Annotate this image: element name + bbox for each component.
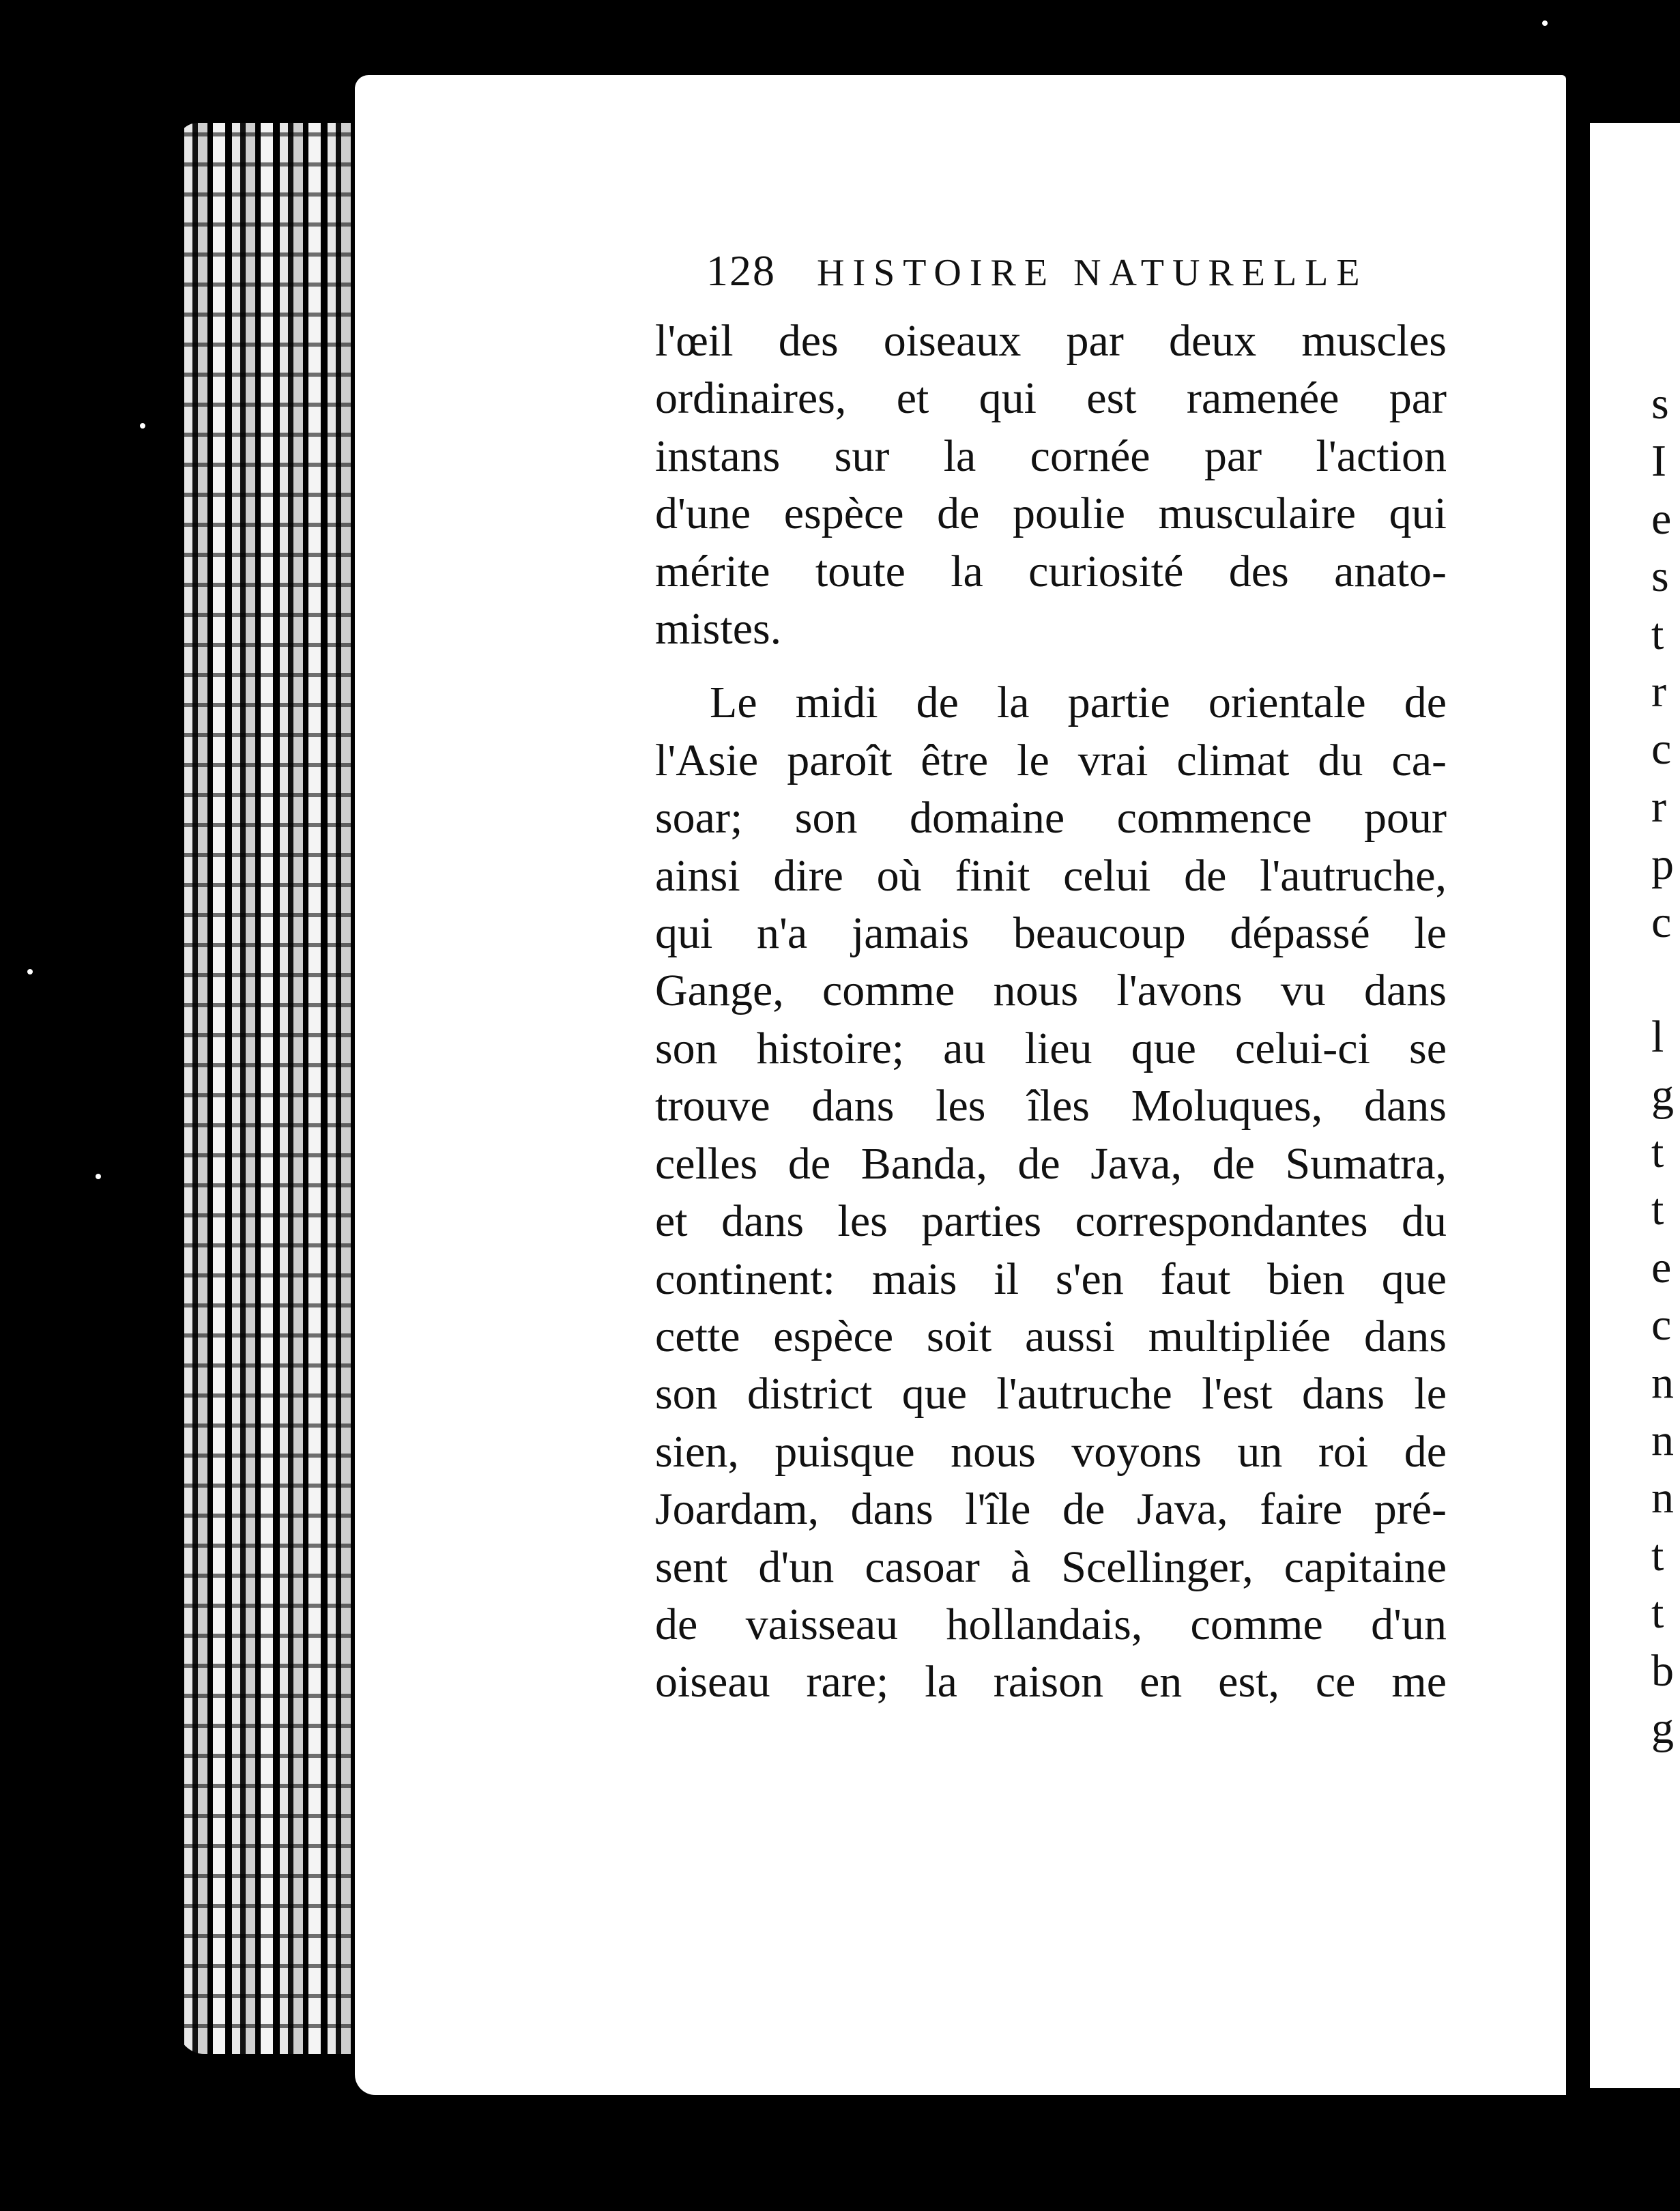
text-line: Gange, comme nous l'avons vu dans	[655, 966, 1447, 1016]
text-line: et dans les parties correspondantes du	[655, 1196, 1447, 1247]
facing-letter: c	[1651, 897, 1672, 947]
facing-letter: n	[1651, 1415, 1674, 1466]
text-line: qui n'a jamais beaucoup dépassé le	[655, 908, 1447, 959]
facing-letter: t	[1651, 1530, 1664, 1580]
facing-letter: e	[1651, 1242, 1672, 1292]
facing-letter	[1651, 951, 1679, 1009]
facing-letter: s	[1651, 551, 1669, 602]
text-line: sent d'un casoar à Scellinger, capitaine	[655, 1542, 1447, 1592]
page-header	[706, 246, 1409, 307]
text-line: soar; son domaine commence pour	[655, 793, 1447, 843]
facing-letter: t	[1651, 609, 1664, 659]
text-line: d'une espèce de poulie musculaire qui	[655, 489, 1447, 539]
paragraph-1	[655, 313, 1447, 658]
page-number: 128	[706, 246, 776, 295]
text-line: mérite toute la curiosité des anato-	[655, 546, 1447, 596]
text-line: ainsi dire où finit celui de l'autruche,	[655, 850, 1447, 901]
text-line: mistes.	[655, 604, 782, 654]
text-line: de vaisseau hollandais, comme d'un	[655, 1599, 1447, 1649]
facing-letter: n	[1651, 1357, 1674, 1408]
text-line: trouve dans les îles Moluques, dans	[655, 1081, 1447, 1131]
text-line: celles de Banda, de Java, de Sumatra,	[655, 1138, 1447, 1189]
running-title: HISTOIRE NATURELLE	[817, 252, 1368, 294]
facing-letter: c	[1651, 1300, 1672, 1350]
text-line: l'Asie paroît être le vrai climat du ca-	[655, 735, 1447, 785]
bottom-border	[0, 2095, 1680, 2211]
text-line: son district que l'autruche l'est dans le	[655, 1369, 1447, 1419]
facing-letter: b	[1651, 1645, 1674, 1696]
facing-letter: l	[1651, 1012, 1664, 1063]
facing-letter: c	[1651, 724, 1672, 775]
text-line: sien, puisque nous voyons un roi de	[655, 1426, 1447, 1477]
facing-letter: g	[1651, 1069, 1674, 1120]
text-line: Le midi de la partie orientale de	[710, 678, 1447, 728]
text-line: cette espèce soit aussi multipliée dans	[655, 1311, 1447, 1361]
text-line: oiseau rare; la raison en est, ce me	[655, 1657, 1447, 1707]
facing-page-text	[1651, 375, 1679, 1757]
facing-letter: t	[1651, 1588, 1664, 1638]
facing-letter: p	[1651, 839, 1674, 890]
paragraph-2	[655, 674, 1447, 1711]
facing-letter: t	[1651, 1127, 1664, 1178]
scan-speck	[140, 423, 145, 429]
facing-letter: r	[1651, 781, 1666, 832]
text-line: l'œil des oiseaux par deux muscles	[655, 316, 1447, 366]
text-line: continent: mais il s'en faut bien que	[655, 1254, 1447, 1304]
scan-speck	[27, 969, 33, 974]
facing-letter: t	[1651, 1185, 1664, 1235]
facing-letter: s	[1651, 379, 1669, 429]
facing-letter: g	[1651, 1703, 1674, 1753]
facing-letter: n	[1651, 1473, 1674, 1523]
body-text	[655, 313, 1447, 1711]
gutter-shadow	[1566, 109, 1593, 2102]
facing-letter: e	[1651, 493, 1672, 544]
scan-speck	[96, 1174, 101, 1179]
text-line: instans sur la cornée par l'action	[655, 431, 1447, 481]
facing-letter: r	[1651, 666, 1666, 717]
text-line: Joardam, dans l'île de Java, faire pré-	[655, 1484, 1447, 1535]
text-line: ordinaires, et qui est ramenée par	[655, 373, 1447, 424]
text-line: son histoire; au lieu que celui-ci se	[655, 1023, 1447, 1073]
scan-speck	[1542, 20, 1548, 26]
facing-letter: I	[1651, 436, 1666, 487]
paragraph-gap	[655, 658, 1447, 674]
